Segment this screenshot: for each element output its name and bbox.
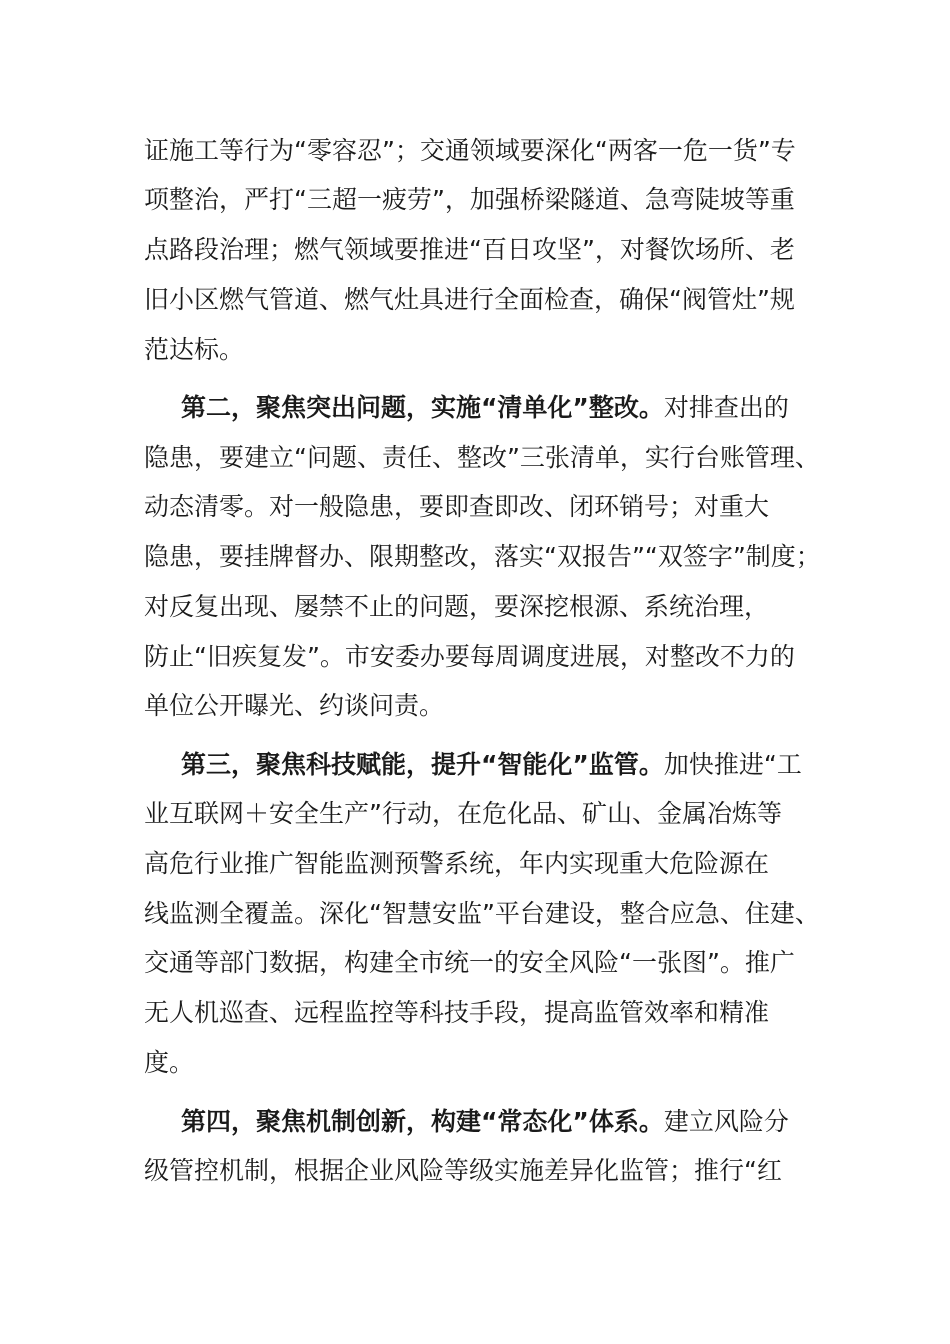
text-line: 项整治，严打“三超一疲劳”，加强桥梁隧道、急弯陡坡等重 [144,185,795,214]
section-4-first-line-text: 建立风险分 [663,1107,789,1136]
section-4-heading: 第四，聚焦机制创新，构建“常态化”体系。 [181,1107,664,1136]
section-3-first-line [181,750,802,780]
text-line: 旧小区燃气管道、燃气灶具进行全面检查，确保“阀管灶”规 [144,285,795,314]
section-4-first-line [181,1107,789,1137]
text-line: 交通等部门数据，构建全市统一的安全风险“一张图”。推广 [144,948,795,977]
text-line: 高危行业推广智能监测预警系统，年内实现重大危险源在 [144,849,770,878]
text-line: 动态清零。对一般隐患，要即查即改、闭环销号；对重大 [144,492,770,521]
section-2-first-line [181,393,789,423]
text-line: 点路段治理；燃气领域要推进“百日攻坚”，对餐饮场所、老 [144,235,795,264]
section-2-first-line-text: 对排查出的 [663,393,789,422]
text-line: 级管控机制，根据企业风险等级实施差异化监管；推行“红 [144,1156,782,1185]
text-line: 度。 [144,1048,195,1077]
text-line: 隐患，要挂牌督办、限期整改，落实“双报告”“双签字”制度； [144,542,821,571]
text-line: 单位公开曝光、约谈问责。 [144,691,445,720]
text-line: 证施工等行为“零容忍”；交通领域要深化“两客一危一货”专 [144,136,796,165]
text-line: 对反复出现、屡禁不止的问题，要深挖根源、系统治理， [144,592,770,621]
section-3-first-line-text: 加快推进“工 [663,750,802,779]
section-3-heading: 第三，聚焦科技赋能，提升“智能化”监管。 [181,750,664,779]
text-line: 隐患，要建立“问题、责任、整改”三张清单，实行台账管理、 [144,443,820,472]
text-line: 线监测全覆盖。深化“智慧安监”平台建设，整合应急、住建、 [144,899,820,928]
text-line: 无人机巡查、远程监控等科技手段，提高监管效率和精准 [144,998,770,1027]
text-line: 防止“旧疾复发”。市安委办要每周调度进展，对整改不力的 [144,642,795,671]
text-line: 业互联网＋安全生产”行动，在危化品、矿山、金属冶炼等 [144,799,782,828]
section-2-heading: 第二，聚焦突出问题，实施“清单化”整改。 [181,393,664,422]
text-line: 范达标。 [144,335,245,364]
